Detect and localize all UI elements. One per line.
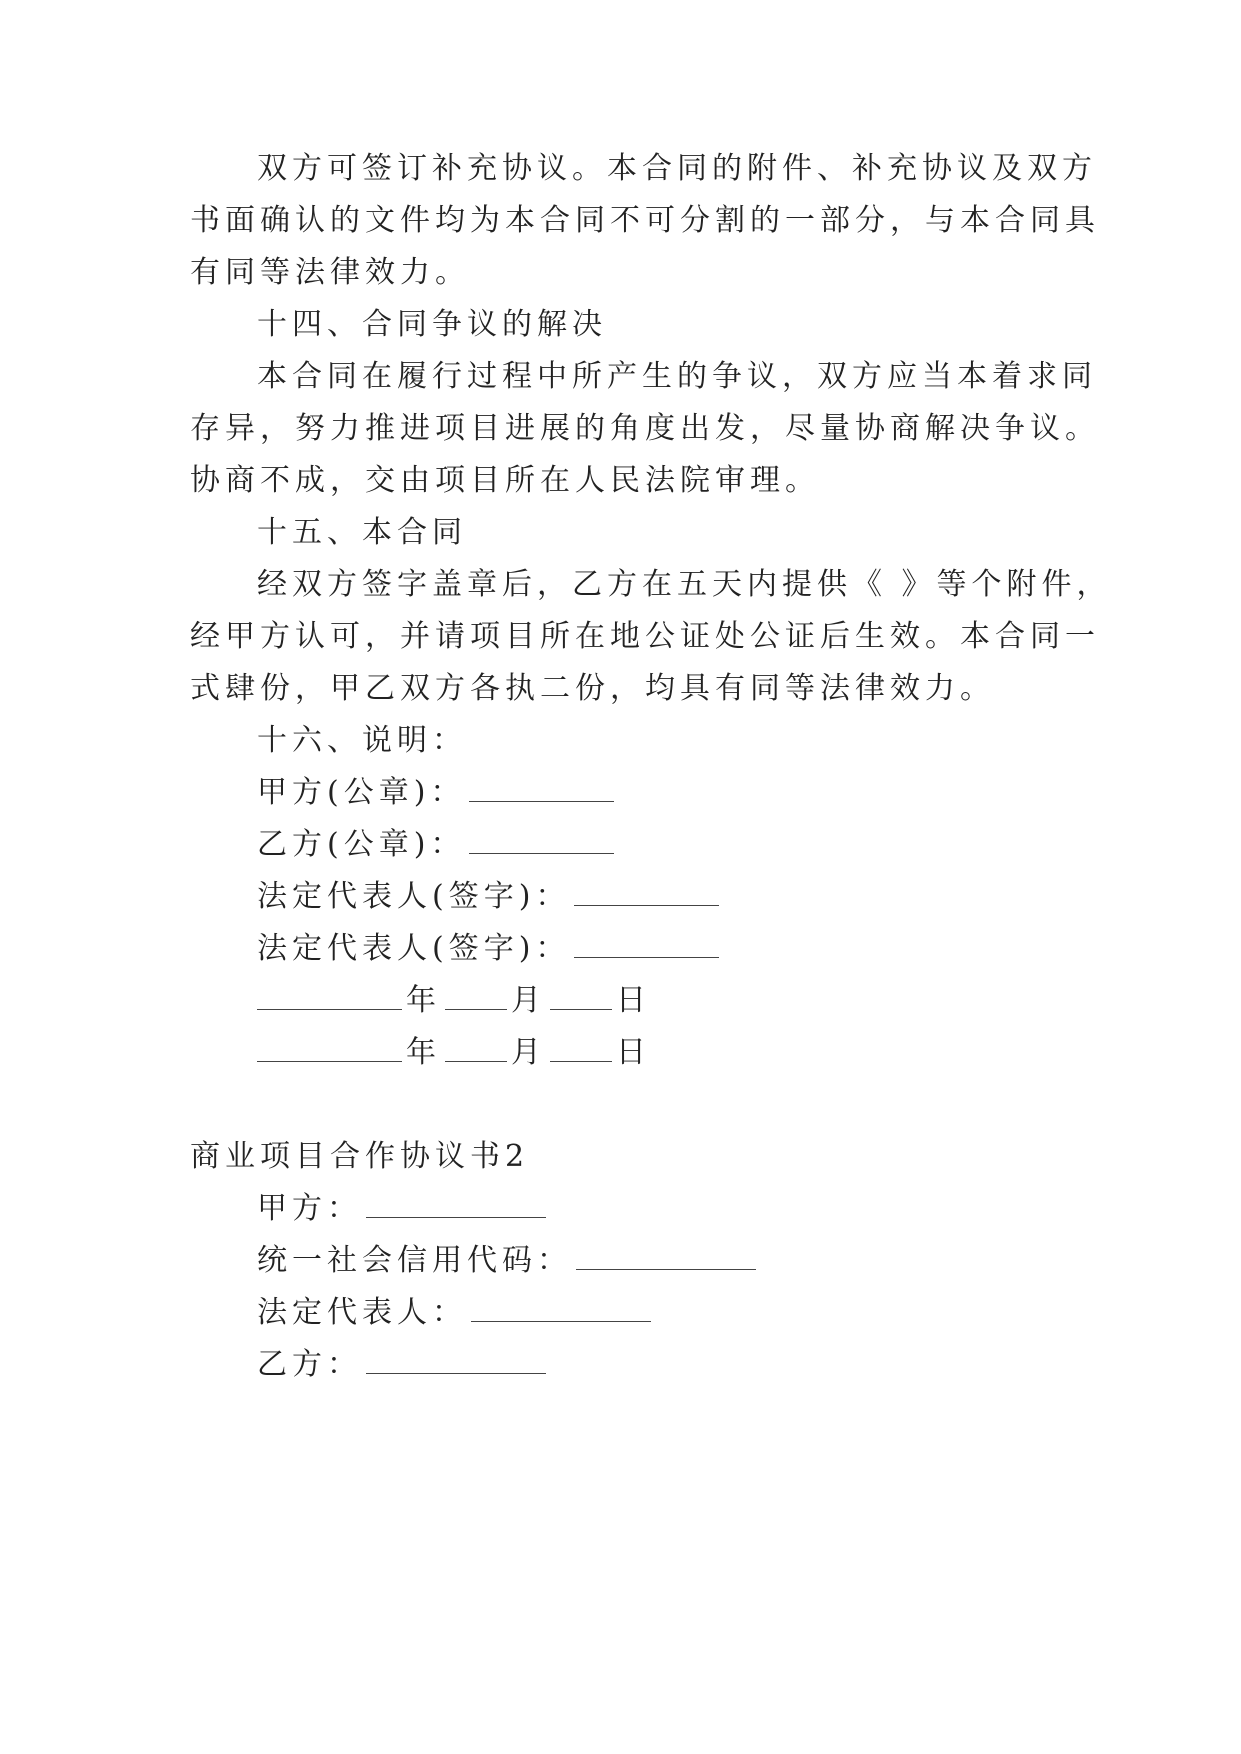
paragraph-line: 式肆份，甲乙双方各执二份，均具有同等法律效力。 — [190, 671, 995, 706]
date-line — [257, 1033, 651, 1073]
day-unit: 日 — [616, 1035, 651, 1070]
month-blank — [445, 983, 507, 1010]
field-label: 法定代表人： — [257, 1295, 467, 1330]
signature-field-legal-rep-1 — [257, 877, 723, 917]
paragraph-line: 书面确认的文件均为本合同不可分割的一部分，与本合同具 — [190, 203, 1100, 238]
day-blank — [550, 1035, 612, 1062]
field-label: 乙方： — [257, 1347, 362, 1382]
paragraph-line: 双方可签订补充协议。本合同的附件、补充协议及双方 — [257, 151, 1097, 186]
fill-blank — [576, 1243, 756, 1270]
paragraph-line: 存异，努力推进项目进展的角度出发，尽量协商解决争议。 — [190, 411, 1100, 446]
field-label: 甲方(公章)： — [257, 775, 466, 810]
party-b-field — [257, 1345, 550, 1385]
section-heading: 十四、合同争议的解决 — [257, 307, 607, 342]
section-heading: 十五、本合同 — [257, 515, 467, 550]
paragraph-line: 有同等法律效力。 — [190, 255, 470, 290]
signature-blank — [469, 827, 614, 854]
legal-rep-field — [257, 1293, 655, 1333]
day-blank — [550, 983, 612, 1010]
credit-code-field — [257, 1241, 760, 1281]
fill-blank — [366, 1347, 546, 1374]
signature-blank — [574, 879, 719, 906]
paragraph-line: 经甲方认可，并请项目所在地公证处公证后生效。本合同一 — [190, 619, 1100, 654]
signature-blank — [574, 931, 719, 958]
year-unit: 年 — [406, 983, 441, 1018]
paragraph-line: 协商不成，交由项目所在人民法院审理。 — [190, 463, 820, 498]
signature-blank — [469, 775, 614, 802]
signature-field-party-b — [257, 825, 618, 865]
signature-field-party-a — [257, 773, 618, 813]
paragraph-line: 本合同在履行过程中所产生的争议，双方应当本着求同 — [257, 359, 1097, 394]
month-unit: 月 — [511, 983, 546, 1018]
field-label: 法定代表人(签字)： — [257, 931, 571, 966]
signature-field-legal-rep-2 — [257, 929, 723, 969]
field-label: 乙方(公章)： — [257, 827, 466, 862]
date-line — [257, 981, 651, 1021]
fill-blank — [471, 1295, 651, 1322]
field-label: 法定代表人(签字)： — [257, 879, 571, 914]
field-label: 统一社会信用代码： — [257, 1243, 572, 1278]
document-title: 商业项目合作协议书2 — [190, 1139, 530, 1174]
month-unit: 月 — [511, 1035, 546, 1070]
paragraph-line: 经双方签字盖章后，乙方在五天内提供《 》等个附件， — [257, 567, 1112, 602]
month-blank — [445, 1035, 507, 1062]
year-unit: 年 — [406, 1035, 441, 1070]
day-unit: 日 — [616, 983, 651, 1018]
year-blank — [257, 1035, 402, 1062]
section-heading: 十六、说明： — [257, 723, 467, 758]
party-a-field — [257, 1189, 550, 1229]
fill-blank — [366, 1191, 546, 1218]
field-label: 甲方： — [257, 1191, 362, 1226]
year-blank — [257, 983, 402, 1010]
